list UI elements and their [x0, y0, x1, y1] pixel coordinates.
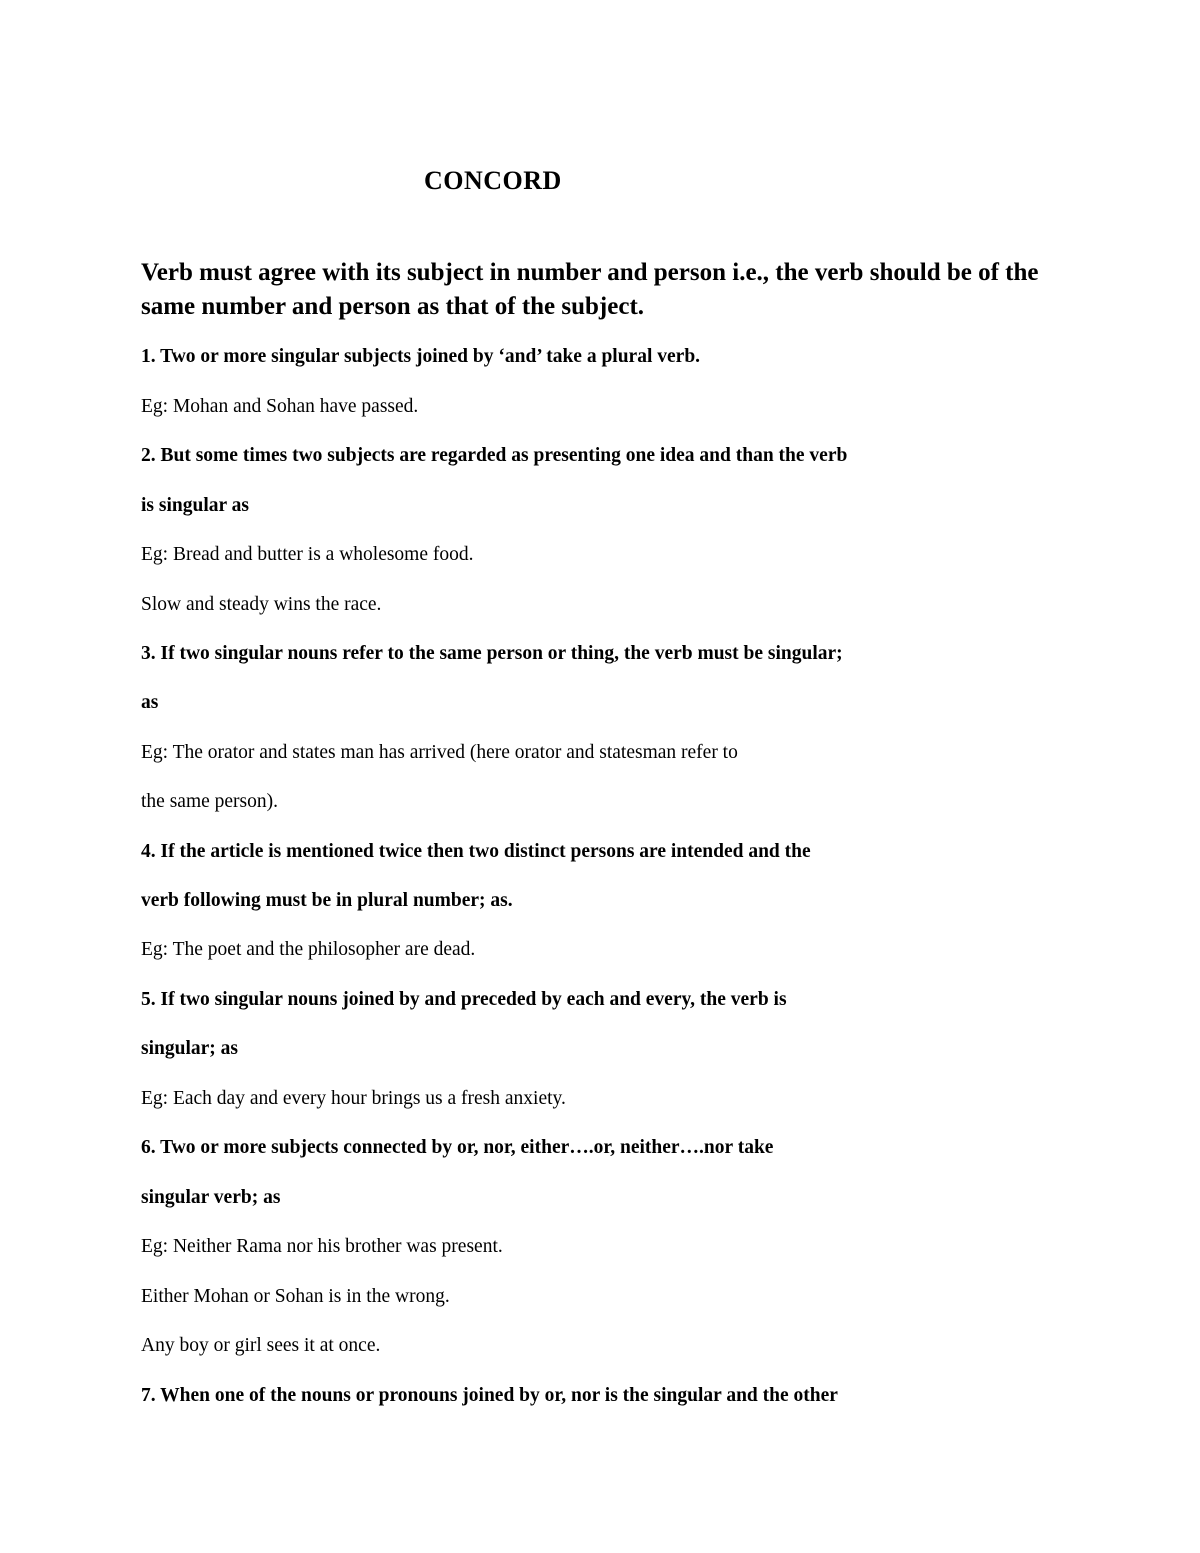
example-line: Eg: Mohan and Sohan have passed.	[141, 396, 419, 417]
rule-6-line-continued: singular verb; as	[141, 1187, 281, 1208]
rule-2-line-continued: is singular as	[141, 495, 250, 516]
rule-4-line-continued: verb following must be in plural number; as.	[141, 890, 513, 911]
example-line: Eg: Each day and every hour brings us a fresh anxiety.	[141, 1088, 566, 1109]
example-line: Eg: Neither Rama nor his brother was present.	[141, 1236, 503, 1257]
example-line-continued: the same person).	[141, 791, 278, 812]
page-title: CONCORD	[424, 166, 562, 195]
rule-7-line: 7. When one of the nouns or pronouns joined by or, nor is the singular and the other	[141, 1385, 838, 1406]
example-line: Eg: The orator and states man has arrived (here orator and statesman refer to	[141, 742, 738, 763]
rule-3-line: 3. If two singular nouns refer to the same person or thing, the verb must be singular;	[141, 643, 843, 664]
rule-6-line: 6. Two or more subjects connected by or, nor, either….or, neither….nor take	[141, 1137, 774, 1158]
rule-5-line: 5. If two singular nouns joined by and preceded by each and every, the verb is	[141, 989, 787, 1010]
lead-rule: Verb must agree with its subject in number and person i.e., the verb should be of the same number and person as that of the subject.	[141, 259, 1039, 320]
rule-4-line: 4. If the article is mentioned twice then two distinct persons are intended and the	[141, 841, 811, 862]
example-line: Slow and steady wins the race.	[141, 594, 382, 615]
example-line: Eg: Bread and butter is a wholesome food.	[141, 544, 474, 565]
example-line: Either Mohan or Sohan is in the wrong.	[141, 1286, 450, 1307]
rule-2-line: 2. But some times two subjects are regarded as presenting one idea and than the verb	[141, 445, 848, 466]
rule-1-line: 1. Two or more singular subjects joined by ‘and’ take a plural verb.	[141, 346, 701, 367]
example-line: Any boy or girl sees it at once.	[141, 1335, 381, 1356]
rule-3-line-continued: as	[141, 692, 159, 713]
rule-5-line-continued: singular; as	[141, 1038, 238, 1059]
example-line: Eg: The poet and the philosopher are dead.	[141, 939, 476, 960]
